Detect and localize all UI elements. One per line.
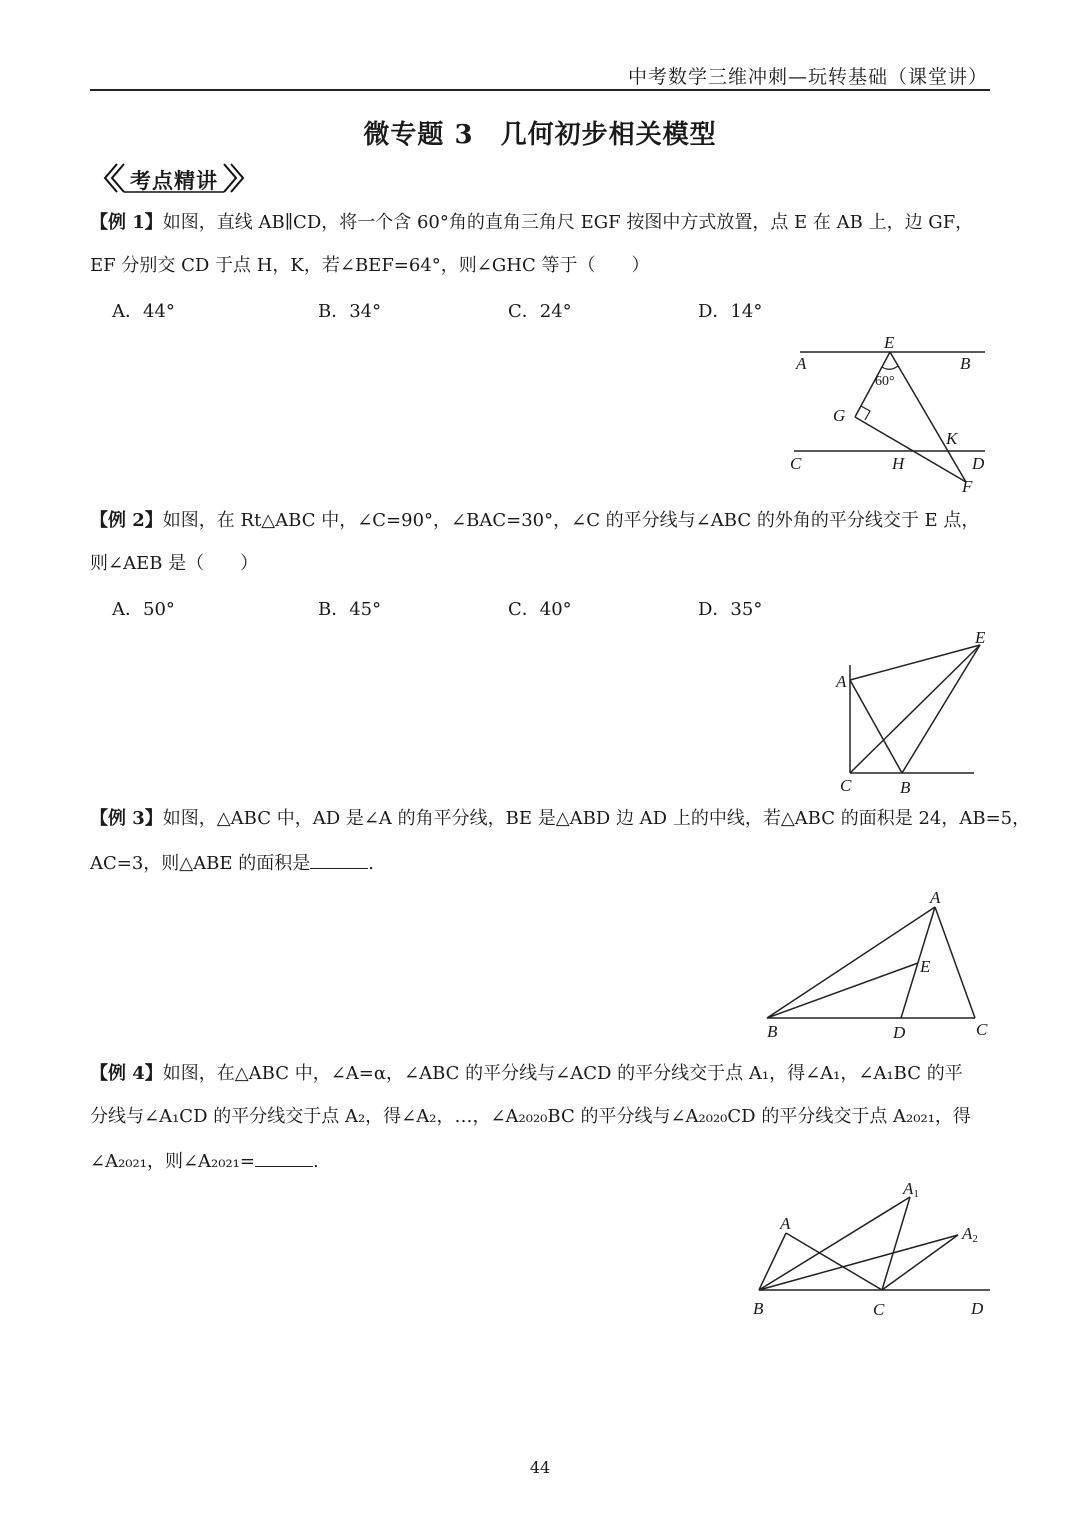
ex2-option-c: C．40°	[508, 599, 572, 620]
ex4-line-ba2	[759, 1235, 958, 1290]
ex1-label-angle: 60°	[875, 374, 895, 389]
ex2-text1: 如图，在 Rt△ABC 中，∠C=90°，∠BAC=30°，∠C 的平分线与∠ABC 的外角的平分线交于 E 点，	[162, 510, 980, 531]
ex1-label-c: C	[790, 454, 802, 473]
ex4-label-a2-main: A	[962, 1224, 973, 1243]
ex1-line2: EF 分别交 CD 于点 H，K，若∠BEF=64°，则∠GHC 等于（ ）	[90, 255, 650, 276]
ex1-option-d: D．14°	[698, 301, 763, 322]
ex4-label-a: A	[780, 1214, 791, 1233]
ex1-label-b: B	[960, 354, 971, 373]
ex3-answer-blank[interactable]	[310, 850, 368, 869]
ex2-option-d: D．35°	[698, 599, 763, 620]
section-badge-label: 考点精讲	[130, 169, 218, 193]
ex4-label: 【例 4】	[90, 1063, 163, 1084]
ex3-figure	[755, 885, 1000, 1045]
ex2-option-b: B．45°	[318, 599, 382, 620]
ex3-line-ab	[767, 907, 935, 1018]
page-title: 微专题 3 几何初步相关模型	[363, 120, 717, 150]
ex1-option-b: B．34°	[318, 301, 382, 322]
ex4-label-a2-sub: 2	[972, 1233, 978, 1245]
ex1-label-h: H	[892, 454, 905, 473]
ex3-label-a: A	[930, 888, 941, 907]
ex4-text1: 如图，在△ABC 中，∠A=α，∠ABC 的平分线与∠ACD 的平分线交于点 A₁，得∠A₁，∠A₁BC 的平	[162, 1063, 963, 1084]
ex4-label-a2	[961, 1224, 978, 1245]
ex2-line1	[90, 509, 995, 533]
ex3-label-c: C	[976, 1020, 988, 1039]
ex4-label-a1	[902, 1179, 919, 1200]
ex1-edge-gf	[855, 417, 966, 482]
ex1-label-k: K	[946, 429, 958, 448]
ex1-label-a: A	[796, 354, 807, 373]
ex3-line1	[90, 807, 1031, 831]
ex1-line1	[90, 211, 995, 235]
ex2-label-c: C	[840, 776, 852, 795]
ex2-label-e: E	[975, 628, 986, 647]
ex4-line-ac	[786, 1233, 882, 1290]
ex2-figure	[830, 625, 1000, 800]
ex4-line1	[90, 1062, 995, 1086]
ex4-label-c: C	[873, 1300, 885, 1319]
ex3-line-ac	[935, 907, 975, 1018]
ex3-label: 【例 3】	[90, 808, 163, 829]
ex2-line-ae	[850, 645, 980, 680]
ex3-line-be	[767, 963, 918, 1018]
ex1-figure	[780, 330, 1000, 500]
ex2-label-a: A	[836, 672, 847, 691]
ex2-line-be	[902, 645, 980, 773]
ex4-label-a1-sub: 1	[913, 1188, 919, 1200]
ex4-period: .	[312, 1151, 319, 1172]
page-number: 44	[529, 1458, 551, 1477]
ex1-label: 【例 1】	[90, 212, 163, 233]
ex3-period: .	[368, 853, 374, 874]
ex2-line-ce	[850, 645, 980, 773]
ex4-line-ca2	[882, 1235, 958, 1290]
ex1-text1: 如图，直线 AB∥CD，将一个含 60°角的直角三角尺 EGF 按图中方式放置，点 E 在 AB 上，边 GF，	[162, 212, 974, 233]
ex2-label-b: B	[900, 778, 911, 797]
ex1-label-f: F	[962, 477, 973, 496]
ex4-answer-blank[interactable]	[255, 1148, 313, 1167]
ex1-label-g: G	[833, 406, 846, 425]
ex4-label-b: B	[753, 1299, 764, 1318]
ex4-line3	[90, 1148, 995, 1174]
ex3-label-d: D	[893, 1023, 906, 1042]
ex1-option-c: C．24°	[508, 301, 572, 322]
ex4-line2: 分线与∠A₁CD 的平分线交于点 A₂，得∠A₂，…，∠A₂₀₂₀BC 的平分线与∠A₂₀₂₀CD 的平分线交于点 A₂₀₂₁，得	[90, 1106, 971, 1127]
ex4-text3: ∠A₂₀₂₁，则∠A₂₀₂₁=	[90, 1151, 255, 1172]
ex4-figure	[740, 1175, 995, 1325]
ex1-label-d: D	[972, 454, 985, 473]
ex3-text1: 如图，△ABC 中，AD 是∠A 的角平分线，BE 是△ABD 边 AD 上的中线，若△ABC 的面积是 24，AB=5，	[162, 808, 1031, 829]
ex3-line2	[90, 850, 995, 876]
ex4-label-d: D	[971, 1299, 984, 1318]
ex1-label-e: E	[884, 333, 895, 352]
ex2-option-a: A．50°	[112, 599, 175, 620]
ex2-label: 【例 2】	[90, 510, 163, 531]
ex3-label-b: B	[767, 1022, 778, 1041]
ex1-right-angle	[861, 406, 870, 420]
ex3-label-e: E	[920, 957, 931, 976]
ex2-line2: 则∠AEB 是（ ）	[90, 553, 259, 574]
section-badge	[103, 160, 245, 196]
header-rule	[90, 89, 990, 91]
header-title: 中考数学三维冲刺—玩转基础（课堂讲）	[627, 66, 988, 88]
ex4-label-a1-main: A	[903, 1179, 914, 1198]
ex1-option-a: A．44°	[112, 301, 175, 322]
ex2-line-ab	[850, 680, 902, 773]
ex1-angle-arc	[882, 366, 898, 369]
ex3-text2: AC=3，则△ABE 的面积是	[90, 853, 311, 874]
